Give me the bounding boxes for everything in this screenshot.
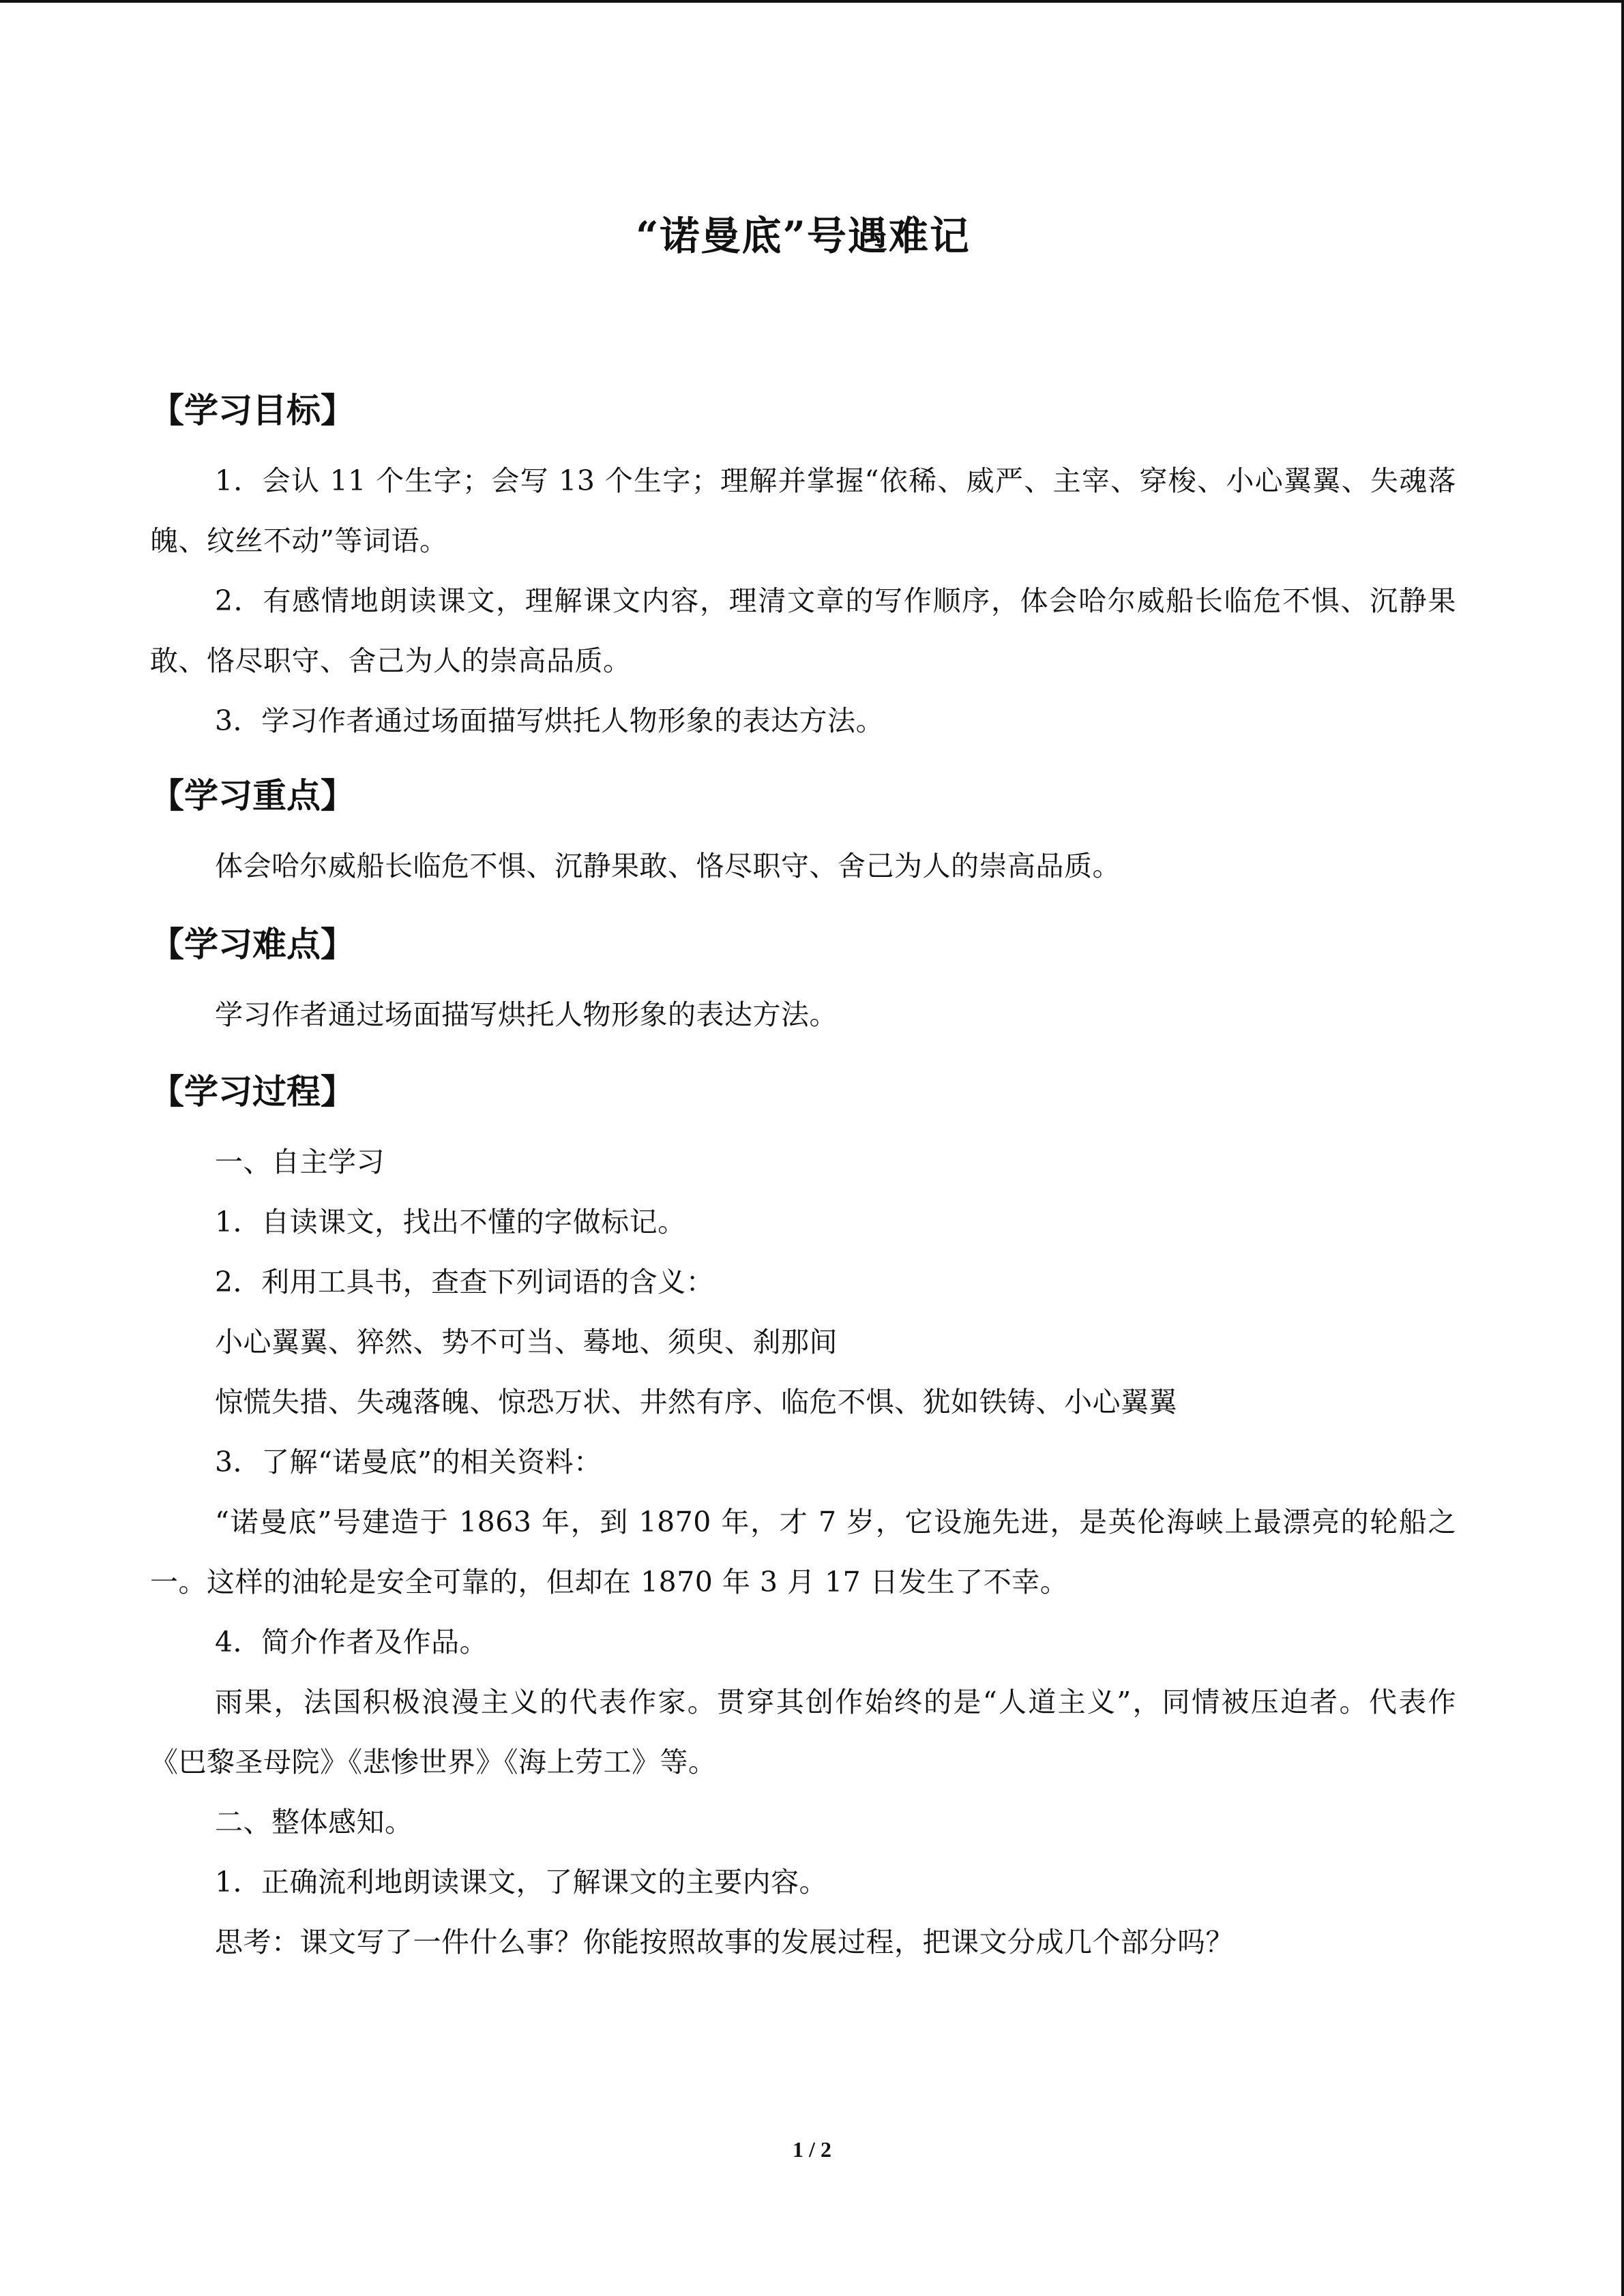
background-info-text: “诺曼底”号建造于 1863 年，到 1870 年，才 7 岁，它设施先进，是英伦海峡上最漂亮的轮船之一。这样的油轮是安全可靠的，但却在 1870 年 3 月 17 日发生了不幸。 [150,1506,1456,1598]
objective-item-3: 3．学习作者通过场面描写烘托人物形象的表达方法。 [215,704,885,737]
key-point-text: 体会哈尔威船长临危不惧、沉静果敢、恪尽职守、舍己为人的崇高品质。 [215,850,1121,882]
process-step-2: 2．利用工具书，查查下列词语的含义： [215,1266,715,1298]
author-intro-text: 雨果，法国积极浪漫主义的代表作家。贯穿其创作始终的是“人道主义”，同情被压迫者。代表作《巴黎圣母院》《悲惨世界》《海上劳工》等。 [150,1686,1456,1778]
process-step-1: 1．自读课文，找出不懂的字做标记。 [215,1206,686,1238]
process-subheading-self-study: 一、自主学习 [215,1146,385,1178]
think-question: 思考：课文写了一件什么事？你能按照故事的发展过程，把课文分成几个部分吗？ [215,1926,1234,1958]
process-step-3: 3．了解“诺曼底”的相关资料： [215,1446,602,1478]
page-right-border [1621,0,1624,2296]
section-learning-objectives [150,387,1456,751]
page-top-border [0,0,1624,3]
section-key-points [150,772,1456,896]
overview-step-1: 1．正确流利地朗读课文，了解课文的主要内容。 [215,1866,828,1898]
section-heading: 【学习过程】 [150,1071,355,1112]
section-heading: 【学习目标】 [150,390,355,430]
objective-item-2: 2．有感情地朗读课文，理解课文内容，理清文章的写作顺序，体会哈尔威船长临危不惧、沉静果敢、恪尽职守、舍己为人的崇高品质。 [150,584,1456,677]
section-difficulties [150,921,1456,1045]
vocabulary-list-1: 小心翼翼、猝然、势不可当、蓦地、须臾、刹那间 [215,1326,838,1358]
process-subheading-overview: 二、整体感知。 [215,1806,413,1838]
section-heading: 【学习重点】 [150,775,355,816]
vocabulary-list-2: 惊慌失措、失魂落魄、惊恐万状、井然有序、临危不惧、犹如铁铸、小心翼翼 [215,1386,1177,1418]
section-learning-process [150,1068,1456,1972]
section-heading: 【学习难点】 [150,924,355,964]
process-step-4: 4．简介作者及作品。 [215,1626,488,1658]
document-title: “诺曼底”号遇难记 [636,213,971,259]
page-number: 1 / 2 [793,2137,831,2162]
objective-item-1: 1．会认 11 个生字；会写 13 个生字；理解并掌握“依稀、威严、主宰、穿梭、小心翼翼、失魂落魄、纹丝不动”等词语。 [150,464,1456,557]
difficulty-text: 学习作者通过场面描写烘托人物形象的表达方法。 [215,998,838,1031]
